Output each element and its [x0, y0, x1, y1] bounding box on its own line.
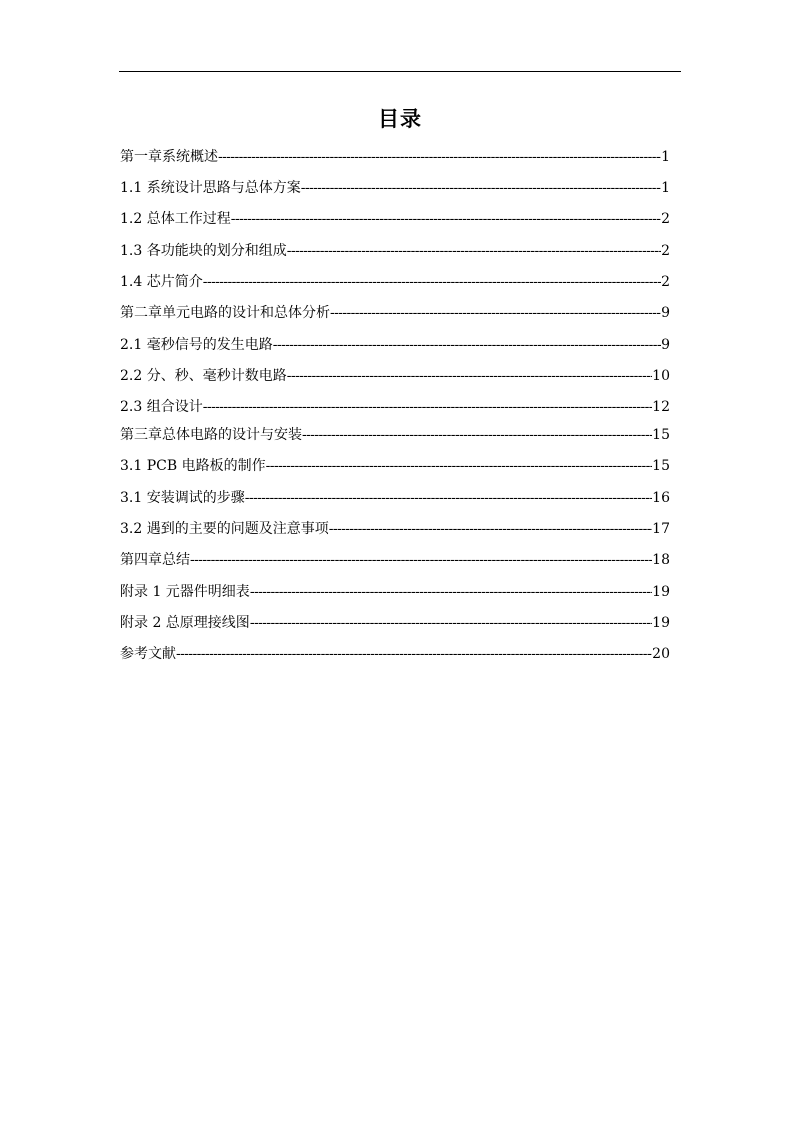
toc-entry-label: 第二章单元电路的设计和总体分析	[120, 305, 330, 321]
toc-entry-page: 18	[652, 552, 670, 568]
page-title: 目录	[378, 106, 422, 131]
toc-entry-label: 3.1 PCB 电路板的制作	[120, 458, 266, 474]
toc-entry-page: 9	[661, 337, 670, 353]
toc-entry[interactable]	[120, 362, 670, 384]
toc-entry-label: 3.2 遇到的主要的问题及注意事项	[120, 521, 329, 537]
toc-leader	[250, 584, 652, 600]
toc-leader	[190, 552, 652, 568]
toc-leader	[203, 399, 652, 415]
toc-entry-page: 16	[652, 490, 670, 506]
toc-entry[interactable]	[120, 299, 670, 321]
toc-entry[interactable]	[120, 515, 670, 537]
toc-entry-page: 2	[661, 211, 670, 227]
toc-entry-page: 1	[661, 180, 670, 196]
toc-leader	[287, 243, 661, 259]
toc-entry-label: 1.1 系统设计思路与总体方案	[120, 180, 301, 196]
toc-entry[interactable]	[120, 331, 670, 353]
toc-entry[interactable]	[120, 546, 670, 568]
toc-entry-page: 12	[652, 399, 670, 415]
toc-leader	[273, 337, 661, 353]
toc-entry-label: 3.1 安装调试的步骤	[120, 490, 245, 506]
toc-leader	[218, 149, 661, 165]
toc-leader	[329, 521, 652, 537]
toc-entry-label: 1.2 总体工作过程	[120, 211, 231, 227]
toc-entry-label: 第三章总体电路的设计与安装	[120, 427, 302, 443]
toc-entry-label: 附录 2 总原理接线图	[120, 615, 250, 631]
toc-entry-page: 1	[661, 149, 670, 165]
toc-entry[interactable]	[120, 452, 670, 474]
toc-leader	[250, 615, 652, 631]
toc-entry-page: 2	[661, 243, 670, 259]
toc-entry[interactable]	[120, 421, 670, 443]
toc-leader	[203, 274, 661, 290]
toc-entry[interactable]	[120, 640, 670, 662]
toc-entry-label: 2.2 分、秒、毫秒计数电路	[120, 368, 287, 384]
toc-entry-label: 参考文献	[120, 646, 176, 662]
toc-entry[interactable]	[120, 268, 670, 290]
toc-entry-page: 2	[661, 274, 670, 290]
toc-entry[interactable]	[120, 484, 670, 506]
toc-entry-page: 20	[652, 646, 670, 662]
toc-entry[interactable]	[120, 609, 670, 631]
toc-leader	[231, 211, 661, 227]
toc-entry-label: 第四章总结	[120, 552, 190, 568]
toc-entry[interactable]	[120, 393, 670, 415]
toc-entry-page: 10	[652, 368, 670, 384]
toc-entry-page: 15	[652, 427, 670, 443]
toc-leader	[245, 490, 652, 506]
toc-entry-page: 19	[652, 615, 670, 631]
toc-leader	[266, 458, 653, 474]
toc-entry-label: 2.1 毫秒信号的发生电路	[120, 337, 273, 353]
toc-leader	[330, 305, 661, 321]
toc-entry-page: 17	[652, 521, 670, 537]
toc-entry[interactable]	[120, 174, 670, 196]
toc-entry-page: 15	[652, 458, 670, 474]
toc-entry-page: 19	[652, 584, 670, 600]
toc-leader	[301, 180, 661, 196]
toc-entry-page: 9	[661, 305, 670, 321]
toc-leader	[176, 646, 652, 662]
header-rule	[119, 71, 681, 72]
toc-entry[interactable]	[120, 205, 670, 227]
toc-entry[interactable]	[120, 578, 670, 600]
toc-leader	[302, 427, 652, 443]
toc-leader	[287, 368, 652, 384]
toc-entry-label: 1.4 芯片简介	[120, 274, 203, 290]
toc-entry-label: 第一章系统概述	[120, 149, 218, 165]
toc-entry-label: 2.3 组合设计	[120, 399, 203, 415]
toc-entry[interactable]	[120, 237, 670, 259]
toc-entry[interactable]	[120, 143, 670, 165]
toc-entry-label: 附录 1 元器件明细表	[120, 584, 250, 600]
toc-entry-label: 1.3 各功能块的划分和组成	[120, 243, 287, 259]
